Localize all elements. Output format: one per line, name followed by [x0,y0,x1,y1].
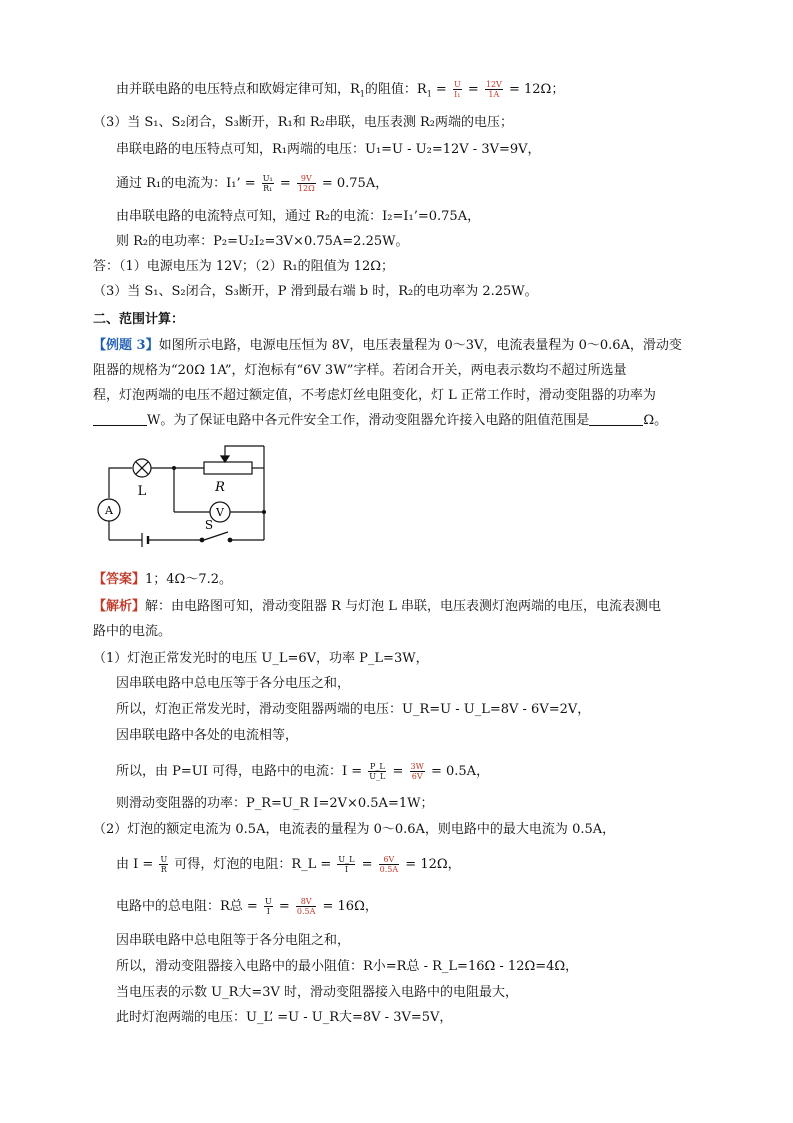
numerator: U_L [338,855,355,864]
circuit-diagram [92,440,277,558]
text: = 16Ω， [322,899,378,914]
numerator: U [264,897,272,906]
answer-row [93,571,232,589]
rheostat-symbol [204,462,252,474]
text: 所以，由 P=UI 可得，电路中的电流：I = [116,764,367,779]
solution-line-5: 由串联电路的电流特点可知，通过 R₂的电流：I₂=I₁’=0.75A， [116,209,481,224]
text: = 12Ω； [508,82,565,97]
text: 由 I = [116,857,158,872]
text: 的阻值：R [364,82,427,97]
analysis-line-5: 所以，灯泡正常发光时，滑动变阻器两端的电压：U_R=U - U_L=8V - 6V=2V， [116,702,591,717]
solution-line-1: 由并联电路的电压特点和欧姆定律可知，$R_1$的阻值：$R_1$ = $\frac{U}{\text{I₁}}$ = $\frac{12V}{1A}$ = 12Ω； [116,80,565,99]
denominator: 12Ω [297,184,315,193]
text: 通过 R₁的电流为：I₁’ = [116,176,260,191]
text: 解：由电路图可知，滑动变阻器 R 与灯泡 L 串联，电压表测灯泡两端的电压，电流表测电 [145,599,661,614]
answer-text: 1；4Ω～7.2。 [145,572,233,587]
text: 电路中的总电阻：R总 = [116,899,262,914]
fraction [264,897,273,916]
answer-line-2: （3）当 S₁、S₂闭合，S₃断开，P 滑到最右端 b 时，R₂的电功率为 2.25W。 [93,284,538,299]
switch-label: S [204,518,214,532]
analysis-line-7: 所以，由 P=UI 可得，电路中的电流：I = $\frac{P\_L}{U\_L}$ = $\frac{3W}{6V}$ = 0.5A， [116,762,490,781]
fraction [485,80,503,99]
switch-lever [204,532,228,540]
text: 如图所示电路，电源电压恒为 8V，电压表量程为 0～3V，电流表量程为 0～0.6A，滑动变 [158,338,682,353]
numerator: 6V [379,855,400,865]
solution-line-4: 通过 R₁的电流为：I₁’ = $\frac{\text{U₁}}{\text{R₁}}$ = $\frac{9V}{12\Omega}$ = 0.75A， [116,174,389,193]
analysis-line-6: 因串联电路中各处的电流相等， [116,728,299,743]
numerator: U [453,80,461,89]
analysis-line-3: （1）灯泡正常发光时的电压 U_L=6V，功率 P_L=3W， [93,651,429,666]
answer-tag: 【答案】 [93,572,146,587]
denominator: I [266,907,270,916]
text: Ω。 [643,413,668,428]
fraction [159,855,168,874]
numerator: 9V [297,174,316,184]
analysis-line-15: 此时灯泡两端的电压：U_L’ =U - U_R大=8V - 3V=5V， [116,1010,453,1025]
analysis-line-14: 当电压表的示数 U_R大=3V 时，滑动变阻器接入电路中的电阻最大， [116,985,519,1000]
ammeter-label: A [105,504,113,517]
analysis-line-2: 路中的电流。 [93,624,172,639]
numerator: 8V [296,897,317,907]
denominator: 0.5A [296,907,316,916]
rheostat-label: R [215,480,225,495]
numerator: 3W [410,762,424,771]
analysis-line-9: （2）灯泡的额定电流为 0.5A，电流表的量程为 0～0.6A，则电路中的最大电流为 0.5A， [93,822,616,837]
analysis-line-8: 则滑动变阻器的功率：P_R=U_R I=2V×0.5A=1W； [116,796,434,811]
analysis-line-13: 所以，滑动变阻器接入电路中的最小阻值：R小=R总 - R_L=16Ω - 12Ω=4Ω， [116,959,579,974]
solution-line-6: 则 R₂的电功率：P₂=U₂I₂=3V×0.75A=2.25W。 [116,234,409,249]
numerator: 12V [485,80,502,89]
text: 由并联电路的电压特点和欧姆定律可知，R [116,82,360,97]
answer-line-1: 答：（1）电源电压为 12V；（2）R₁的阻值为 12Ω； [93,259,395,274]
voltmeter-label: V [216,506,224,519]
answer-blank [93,413,147,426]
analysis-tag: 【解析】 [93,599,146,614]
example-line-1 [93,337,682,355]
fraction [410,762,425,781]
denominator: 1A [488,90,500,99]
example-tag: 【例题 3】 [93,338,159,353]
denominator: 6V [411,772,423,781]
denominator: R [160,865,167,874]
text: W。为了保证电路中各元件安全工作，滑动变阻器允许接入电路的阻值范围是 [147,413,590,428]
fraction [379,855,400,874]
solution-line-2: （3）当 S₁、S₂闭合，S₃断开，R₁和 R₂串联，电压表测 R₂两端的电压； [93,115,514,130]
fraction [296,897,317,916]
numerator: U₁ [262,174,273,183]
lamp-label: L [137,484,147,499]
denominator: I₁ [454,90,461,99]
analysis-line-11: 电路中的总电阻：R总 = $\frac{U}{I}$ = $\frac{8V}{0.5A}$ = 16Ω， [116,897,378,916]
denominator: I [344,865,349,874]
text: = [431,82,451,97]
numerator: U [160,855,168,864]
fraction [297,174,316,193]
fraction [262,174,274,193]
fraction [337,855,355,874]
analysis-line-4: 因串联电路中总电压等于各分电压之和， [116,676,351,691]
analysis-line-12: 因串联电路中总电阻等于各分电阻之和， [116,933,351,948]
example-line-2: 阻器的规格为“20Ω 1A”，灯泡标有“6V 3W”字样。若闭合开关，两电表示数均不超过所选量 [93,363,627,378]
text: = 0.5A， [430,764,490,779]
analysis-line-10: 由 I = $\frac{U}{R}$ 可得，灯泡的电阻：R_L = $\frac{U\_L}{I}$ = $\frac{6V}{0.5A}$ = 12Ω， [116,855,461,874]
answer-blank [589,413,643,426]
section-heading: 二、范围计算： [93,312,185,327]
example-line-3: 程，灯泡两端的电压不超过额定值，不考虑灯丝电阻变化，灯 L 正常工作时，滑动变阻器的功率为 [93,388,656,403]
text: = 0.75A， [321,176,389,191]
denominator: 0.5A [379,865,399,874]
example-line-4 [93,412,667,430]
solution-line-3: 串联电路的电压特点可知，R₁两端的电压：U₁=U - U₂=12V - 3V=9V， [116,142,541,157]
numerator: P_L [369,762,385,771]
fraction [453,80,462,99]
denominator: U_L [369,772,386,781]
analysis-line-1 [93,598,661,616]
fraction [368,762,386,781]
denominator: R₁ [263,184,273,193]
text: 可得，灯泡的电阻：R_L = [174,857,336,872]
text: = 12Ω， [405,857,461,872]
